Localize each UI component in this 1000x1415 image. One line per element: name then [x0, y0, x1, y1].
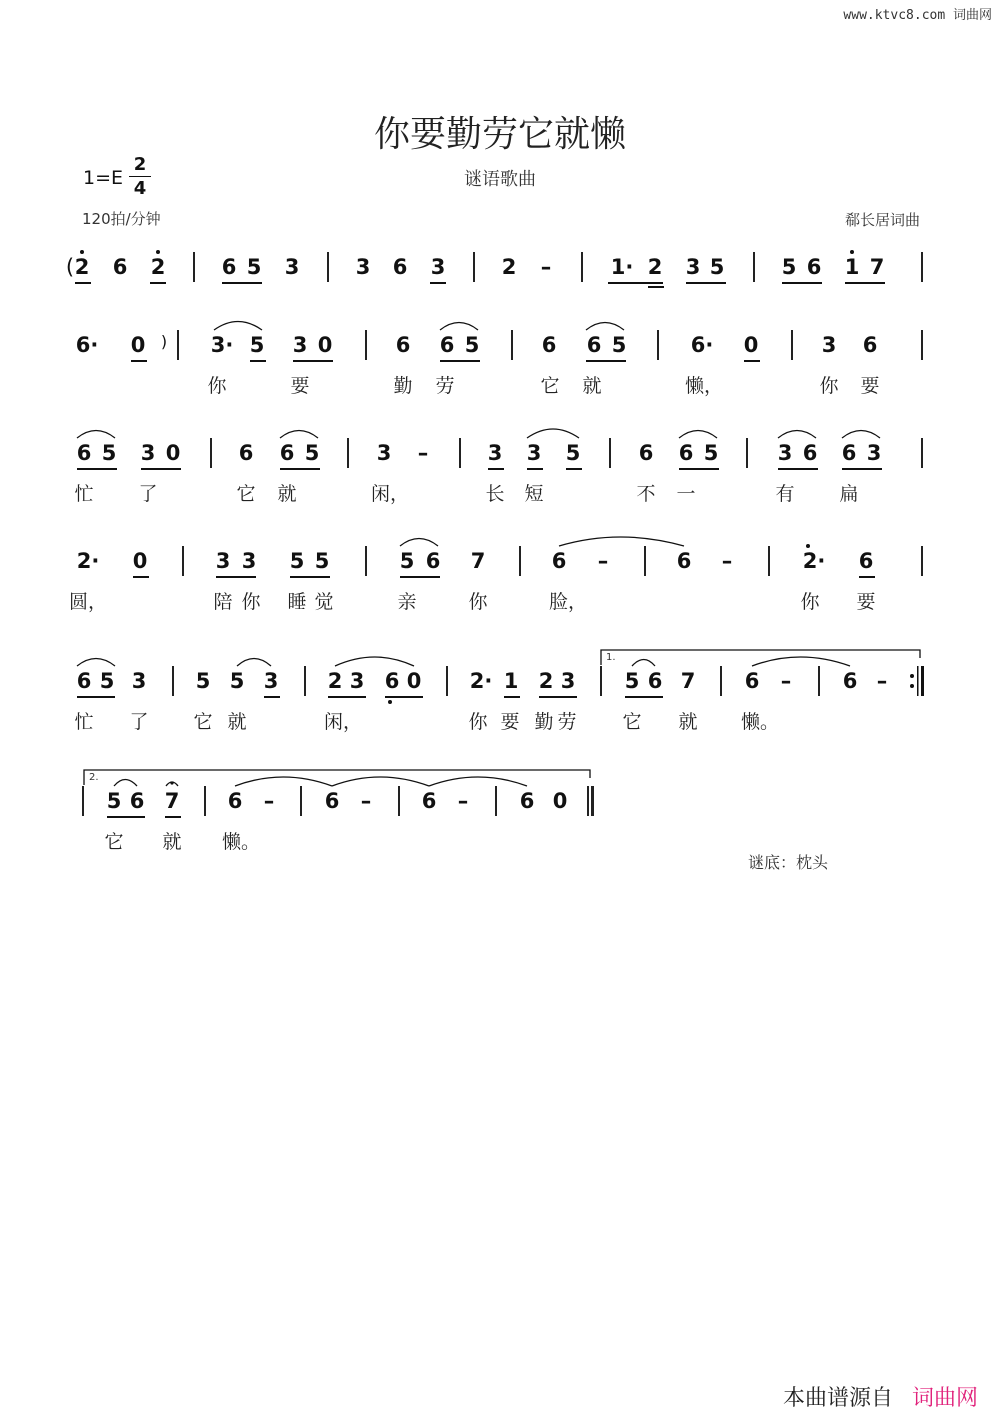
time-sig-bottom: 4: [133, 178, 147, 199]
lyric: 你: [468, 711, 488, 733]
lyric: 劳: [557, 711, 577, 733]
note: 6: [425, 549, 441, 573]
dash: –: [780, 669, 792, 693]
key-signature: 1=E: [83, 167, 124, 189]
note: 5: [106, 789, 122, 813]
note: 2: [501, 255, 517, 279]
note: 6: [129, 789, 145, 813]
note: 3: [215, 549, 231, 573]
note: 2·: [802, 549, 826, 573]
slur: [214, 322, 262, 331]
lyric: 亲: [397, 591, 417, 613]
lyric: 忙: [74, 483, 94, 505]
note: 5: [249, 333, 265, 357]
note: 6: [638, 441, 654, 465]
lyric: 闲，: [323, 711, 363, 733]
note: 3: [355, 255, 371, 279]
note: 6: [112, 255, 128, 279]
note: 0: [132, 549, 148, 573]
lyric: 要: [500, 711, 520, 733]
note: 6: [439, 333, 455, 357]
note: 3: [430, 255, 446, 279]
lyric: 它: [622, 711, 642, 733]
dash: –: [360, 789, 372, 813]
note: 3: [263, 669, 279, 693]
lyric: 脸，: [548, 591, 588, 613]
note: 5: [624, 669, 640, 693]
note: 5: [246, 255, 262, 279]
note: 6: [395, 333, 411, 357]
dash: –: [597, 549, 609, 573]
slur: [778, 431, 816, 439]
slur: [335, 657, 414, 666]
note: 0: [743, 333, 759, 357]
note: 1: [844, 255, 860, 279]
slur: [114, 780, 137, 787]
note: 2: [74, 255, 90, 279]
slur: [280, 431, 318, 439]
note: 6: [586, 333, 602, 357]
lyric: 要: [290, 375, 310, 397]
note: 5: [289, 549, 305, 573]
lyric: 了: [129, 711, 149, 733]
lyric: 懒。: [740, 711, 780, 733]
time-sig-top: 2: [133, 154, 147, 175]
note: 2: [647, 255, 663, 279]
note: 5: [611, 333, 627, 357]
note: 3: [140, 441, 156, 465]
tie: [429, 777, 527, 786]
note: 6: [238, 441, 254, 465]
lyric: 睡: [287, 591, 307, 613]
note: 6: [519, 789, 535, 813]
note: 6: [744, 669, 760, 693]
lyric: 就: [678, 711, 698, 733]
lyric: 忙: [74, 711, 94, 733]
dash: –: [417, 441, 429, 465]
note: 3: [284, 255, 300, 279]
note: 3: [821, 333, 837, 357]
note: 6: [324, 789, 340, 813]
note: 2: [538, 669, 554, 693]
slur: [400, 539, 438, 547]
slur: [679, 431, 717, 439]
note: 6: [678, 441, 694, 465]
dash: –: [263, 789, 275, 813]
note: 6·: [690, 333, 714, 357]
note: 2: [327, 669, 343, 693]
slur: [527, 429, 579, 438]
lyric: 它: [104, 831, 124, 853]
note: 6: [384, 669, 400, 693]
note: 5: [229, 669, 245, 693]
note: 7: [869, 255, 885, 279]
note: 3: [241, 549, 257, 573]
slur: [632, 660, 655, 667]
tie: [332, 777, 429, 786]
footer-brand-link[interactable]: 词曲网: [911, 1386, 978, 1411]
note: 6: [647, 669, 663, 693]
volta-2-bracket: [84, 770, 590, 785]
note: 5: [195, 669, 211, 693]
note: 6: [551, 549, 567, 573]
lyric: 你: [241, 591, 261, 613]
lyric: 懒，: [684, 375, 724, 397]
lyric: 短: [524, 483, 544, 505]
note: 1·: [610, 255, 634, 279]
repeat-sign: [170, 666, 924, 785]
lyric: 它: [540, 375, 560, 397]
tie: [235, 777, 332, 786]
note: 3: [560, 669, 576, 693]
note: 6: [221, 255, 237, 279]
note: 6: [841, 441, 857, 465]
close-paren: ): [160, 332, 168, 351]
note: 6: [806, 255, 822, 279]
note: 7: [470, 549, 486, 573]
composer-credit: 郗长居词曲: [844, 211, 920, 229]
note: 5: [99, 669, 115, 693]
dash: –: [540, 255, 552, 279]
note: 3: [349, 669, 365, 693]
note: 6: [676, 549, 692, 573]
slur: [77, 659, 115, 667]
note: 3: [376, 441, 392, 465]
lyric: 就: [582, 375, 602, 397]
lyric: 要: [856, 591, 876, 613]
lyric: 一: [676, 483, 696, 505]
note: 7: [164, 789, 180, 813]
lyric: 勤: [534, 711, 554, 733]
note: 3: [487, 441, 503, 465]
note: 5: [464, 333, 480, 357]
note: 3: [526, 441, 542, 465]
note: 5: [703, 441, 719, 465]
note: 5: [304, 441, 320, 465]
note: 3·: [210, 333, 234, 357]
note: 0: [317, 333, 333, 357]
dash: –: [457, 789, 469, 813]
note: 0: [165, 441, 181, 465]
note: 5: [781, 255, 797, 279]
lyric: 圆，: [68, 591, 108, 613]
lyric: 勤: [393, 375, 413, 397]
lyric: 它: [236, 483, 256, 505]
slur: [586, 323, 624, 331]
note: 0: [406, 669, 422, 693]
slur: [440, 323, 478, 331]
lyric: 有: [775, 483, 795, 505]
lyric: 了: [138, 483, 158, 505]
lyric: 懒。: [221, 831, 261, 853]
lyric: 就: [162, 831, 182, 853]
slur: [77, 431, 115, 439]
dash: –: [876, 669, 888, 693]
note: 3: [131, 669, 147, 693]
lyric: 要: [860, 375, 880, 397]
note: 3: [292, 333, 308, 357]
volta-2-label: 2.: [89, 772, 99, 783]
tempo-marking: 120拍/分钟: [82, 210, 161, 228]
lyric: 就: [227, 711, 247, 733]
note: 6: [421, 789, 437, 813]
lyric: 闲，: [370, 483, 410, 505]
dash: –: [721, 549, 733, 573]
lyric: 你: [468, 591, 488, 613]
note: 0: [130, 333, 146, 357]
footer-credit: [783, 1381, 978, 1412]
note: 6·: [75, 333, 99, 357]
volta-1-label: 1.: [606, 652, 616, 663]
note: 0: [552, 789, 568, 813]
lyric: 陪: [213, 591, 233, 613]
note: 5: [709, 255, 725, 279]
note: 5: [565, 441, 581, 465]
note: 6: [842, 669, 858, 693]
note: 3: [777, 441, 793, 465]
note: 6: [802, 441, 818, 465]
note: 6: [858, 549, 874, 573]
lyric: 它: [193, 711, 213, 733]
song-subtitle: 谜语歌曲: [464, 169, 536, 190]
note: 2·: [76, 549, 100, 573]
slur: [237, 659, 271, 667]
footer-source: 本曲谱源自: [782, 1386, 893, 1411]
open-paren: (: [65, 255, 75, 279]
note: 7: [680, 669, 696, 693]
slur: [842, 431, 880, 439]
note: 6: [541, 333, 557, 357]
note: 1: [503, 669, 519, 693]
note: 6: [76, 441, 92, 465]
note: 5: [101, 441, 117, 465]
lyric: 你: [819, 375, 839, 397]
note: 3: [685, 255, 701, 279]
lyric: 你: [207, 375, 227, 397]
note: 6: [862, 333, 878, 357]
lyric: 你: [800, 591, 820, 613]
watermark: www.ktvc8.com 词曲网: [843, 8, 992, 23]
note: 2: [150, 255, 166, 279]
song-title: 你要勤劳它就懒: [373, 114, 626, 155]
note: 6: [227, 789, 243, 813]
lyric: 就: [277, 483, 297, 505]
note: 2·: [469, 669, 493, 693]
tie: [559, 537, 684, 546]
note: 5: [314, 549, 330, 573]
lyric: 劳: [435, 375, 455, 397]
lyric: 不: [636, 483, 656, 505]
lyric: 长: [485, 483, 505, 505]
lyric: 扁: [839, 483, 859, 505]
note: 5: [399, 549, 415, 573]
tie: [752, 657, 850, 666]
note: 3: [866, 441, 882, 465]
riddle-answer: 谜底：枕头: [748, 853, 829, 872]
note: 6: [76, 669, 92, 693]
lyric: 觉: [314, 591, 334, 613]
note: 6: [279, 441, 295, 465]
note: 6: [392, 255, 408, 279]
